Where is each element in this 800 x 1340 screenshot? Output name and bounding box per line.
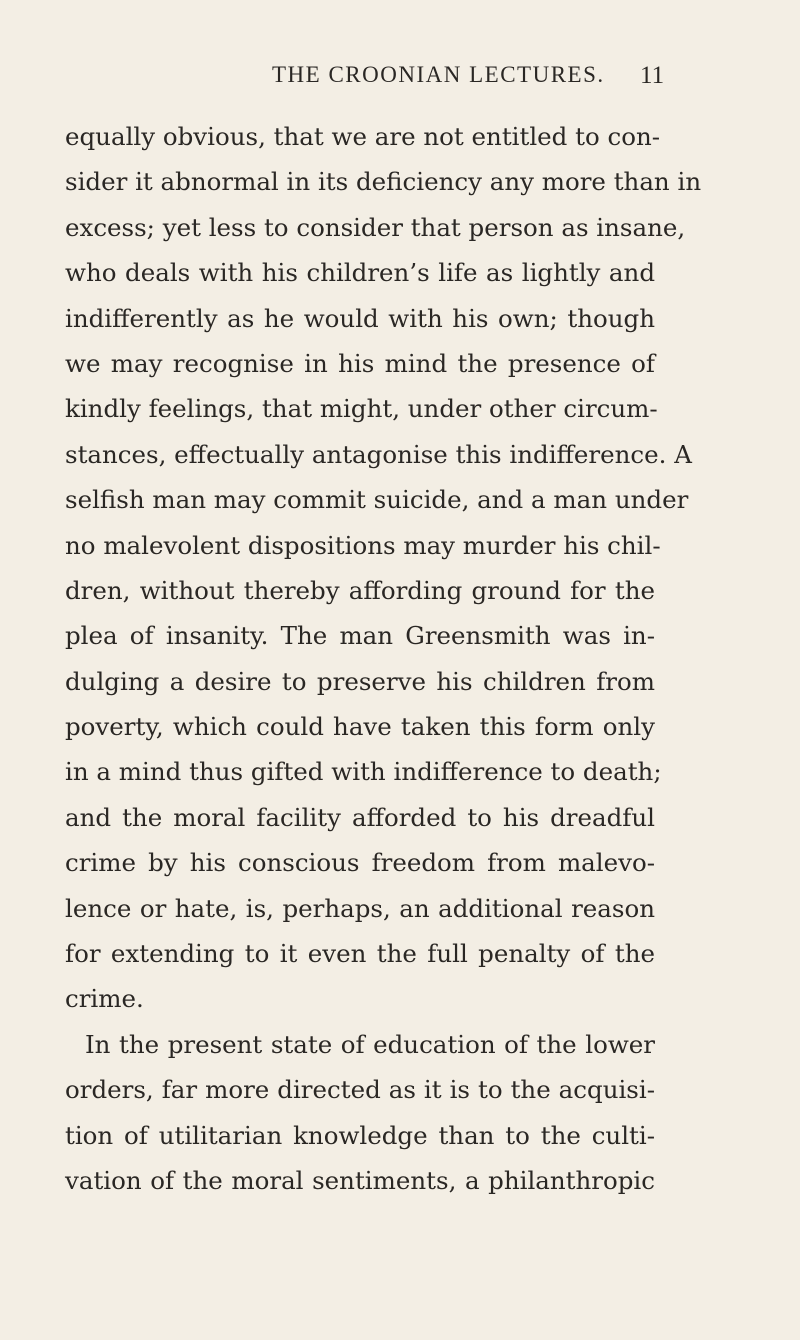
text-line: selfish man may commit suicide, and a man under: [65, 485, 689, 515]
text-line: crime by his conscious freedom from malevo-: [65, 848, 655, 878]
text-line: dren, without thereby affording ground for the: [65, 575, 655, 605]
text-line: crime.: [65, 984, 144, 1014]
text-line: tion of utilitarian knowledge than to the culti-: [65, 1120, 655, 1150]
page-number: 11: [640, 62, 665, 89]
text-line: poverty, which could have taken this form only: [65, 712, 655, 742]
text-line: In the present state of education of the lower: [85, 1029, 655, 1059]
text-line: dulging a desire to preserve his children from: [65, 666, 655, 696]
text-line: for extending to it even the full penalty of the: [65, 939, 655, 969]
text-line: stances, effectually antagonise this indifference. A: [65, 439, 692, 469]
text-line: we may recognise in his mind the presence of: [65, 348, 655, 378]
text-line: vation of the moral sentiments, a philanthropic: [65, 1165, 655, 1195]
body-text: [65, 114, 702, 1203]
page-header: [0, 62, 800, 98]
text-line: and the moral facility afforded to his dreadful: [65, 802, 655, 832]
text-line: kindly feelings, that might, under other circum-: [65, 394, 658, 424]
text-line: no malevolent dispositions may murder his chil-: [65, 530, 661, 560]
text-line: who deals with his children’s life as lightly and: [65, 258, 655, 288]
text-line: indifferently as he would with his own; though: [65, 303, 655, 333]
text-line: orders, far more directed as it is to the acquisi-: [65, 1075, 655, 1105]
text-line: sider it abnormal in its deficiency any more than in: [65, 167, 702, 197]
text-line: excess; yet less to consider that person as insane,: [65, 212, 686, 242]
text-line: lence or hate, is, perhaps, an additional reason: [65, 893, 655, 923]
text-line: in a mind thus gifted with indifference to death;: [65, 757, 662, 787]
text-line: plea of insanity. The man Greensmith was in-: [65, 621, 655, 651]
running-title: THE CROONIAN LECTURES.: [272, 62, 605, 87]
text-line: equally obvious, that we are not entitled to con-: [65, 122, 661, 151]
